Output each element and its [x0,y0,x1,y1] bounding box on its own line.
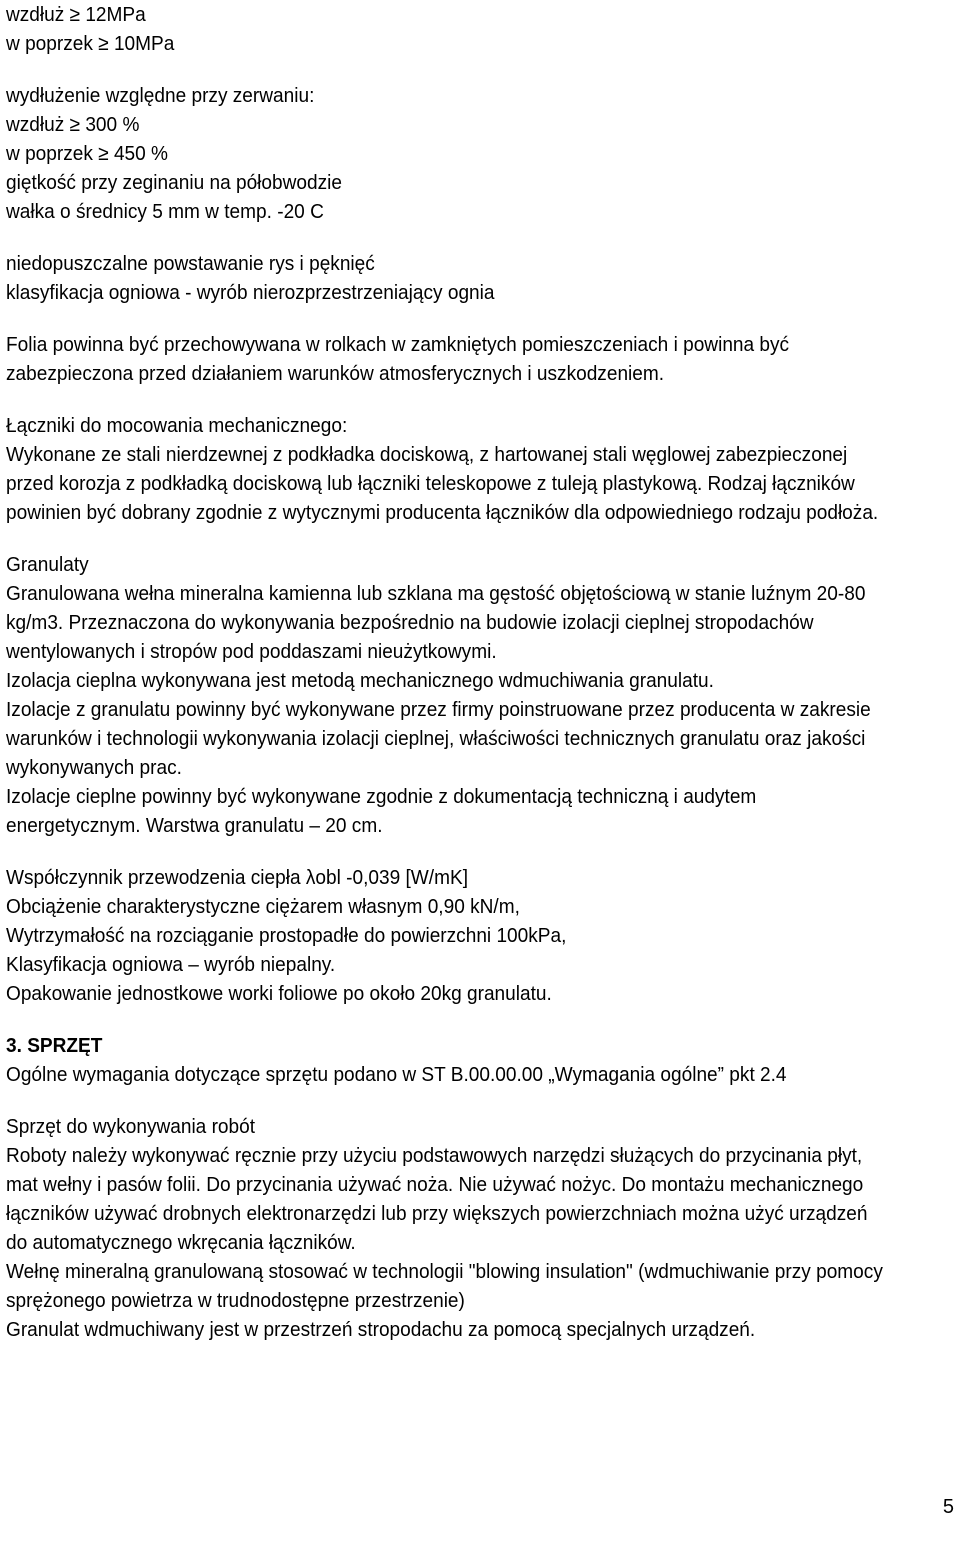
paragraph-gap [6,307,956,330]
tools-block [6,1112,956,1344]
text-line: Wytrzymałość na rozciąganie prostopadłe do powierzchni 100kPa, [6,924,567,947]
paragraph-gap [6,226,956,249]
text-line: powinien być dobrany zgodnie z wytycznymi producenta łączników dla odpowiedniego rodzaju podłoża. [6,501,879,524]
elongation-block [6,81,956,226]
text-line: Izolacja cieplna wykonywana jest metodą mechanicznego wdmuchiwania granulatu. [6,669,714,692]
text-line: Granulat wdmuchiwany jest w przestrzeń stropodachu za pomocą specjalnych urządzeń. [6,1318,756,1341]
text-line: Folia powinna być przechowywana w rolkach w zamkniętych pomieszczeniach i powinna być [6,333,790,356]
text-line: wzdłuż ≥ 300 % [6,113,140,136]
paragraph-gap [6,1089,956,1112]
text-line: warunków i technologii wykonywania izolacji cieplnej, właściwości technicznych granulatu oraz jakości [6,727,866,750]
text-line: wzdłuż ≥ 12MPa [6,3,146,26]
equipment-section [6,1031,956,1089]
text-line: wentylowanych i stropów pod poddaszami nieużytkowymi. [6,640,497,663]
granulates-block [6,550,956,840]
storage-block [6,330,956,388]
text-line: klasyfikacja ogniowa - wyrób nierozprzestrzeniający ognia [6,281,495,304]
text-line: kg/m3. Przeznaczona do wykonywania bezpośrednio na budowie izolacji cieplnej stropodachów [6,611,814,634]
text-line: energetycznym. Warstwa granulatu – 20 cm. [6,814,383,837]
section-subheading: Sprzęt do wykonywania robót [6,1115,256,1138]
text-line: Opakowanie jednostkowe worki foliowe po około 20kg granulatu. [6,982,552,1005]
text-line: do automatycznego wkręcania łączników. [6,1231,356,1254]
paragraph-gap [6,58,956,81]
properties-block [6,0,956,58]
text-line: Izolacje cieplne powinny być wykonywane zgodnie z dokumentacją techniczną i audytem [6,785,757,808]
section-subheading: Granulaty [6,553,89,576]
text-line: wydłużenie względne przy zerwaniu: [6,84,315,107]
text-line: wykonywanych prac. [6,756,182,779]
text-line: giętkość przy zeginaniu na półobwodzie [6,171,342,194]
page-number: 5 [942,1496,954,1518]
cracks-block [6,249,956,307]
text-line: Współczynnik przewodzenia ciepła λobl -0,039 [W/mK] [6,866,468,889]
paragraph-gap [6,527,956,550]
text-line: Izolacje z granulatu powinny być wykonywane przez firmy poinstruowane przez producenta w zakresie [6,698,871,721]
text-line: w poprzek ≥ 450 % [6,142,169,165]
text-line: Wełnę mineralną granulowaną stosować w technologii "blowing insulation" (wdmuchiwanie przy pomocy [6,1260,883,1283]
text-line: Łączniki do mocowania mechanicznego: [6,414,348,437]
text-line: mat wełny i pasów folii. Do przycinania używać noża. Nie używać nożyc. Do montażu mechanicznego [6,1173,864,1196]
text-line: zabezpieczona przed działaniem warunków atmosferycznych i uszkodzeniem. [6,362,665,385]
text-line: sprężonego powietrza w trudnodostępne przestrzenie) [6,1289,465,1312]
section-heading: 3. SPRZĘT [6,1034,103,1057]
text-line: Granulowana wełna mineralna kamienna lub szklana ma gęstość objętościową w stanie luźnym 20-80 [6,582,866,605]
paragraph-gap [6,840,956,863]
text-line: Obciążenie charakterystyczne ciężarem własnym 0,90 kN/m, [6,895,520,918]
text-line: Roboty należy wykonywać ręcznie przy użyciu podstawowych narzędzi służących do przycinania płyt, [6,1144,863,1167]
document-page [6,0,956,1344]
paragraph-gap [6,388,956,411]
text-line: wałka o średnicy 5 mm w temp. -20 C [6,200,324,223]
specs-block [6,863,956,1008]
text-line: Klasyfikacja ogniowa – wyrób niepalny. [6,953,336,976]
text-line: niedopuszczalne powstawanie rys i pęknięć [6,252,375,275]
text-line: Ogólne wymagania dotyczące sprzętu podano w ST B.00.00.00 „Wymagania ogólne” pkt 2.4 [6,1063,787,1086]
text-line: Wykonane ze stali nierdzewnej z podkładka dociskową, z hartowanej stali węglowej zabezpieczonej [6,443,848,466]
text-line: przed korozja z podkładką dociskową lub łączniki teleskopowe z tuleją plastykową. Rodzaj łączników [6,472,855,495]
text-line: w poprzek ≥ 10MPa [6,32,175,55]
paragraph-gap [6,1008,956,1031]
fasteners-block [6,411,956,527]
text-line: łączników używać drobnych elektronarzędzi lub przy większych powierzchniach można użyć urządzeń [6,1202,868,1225]
